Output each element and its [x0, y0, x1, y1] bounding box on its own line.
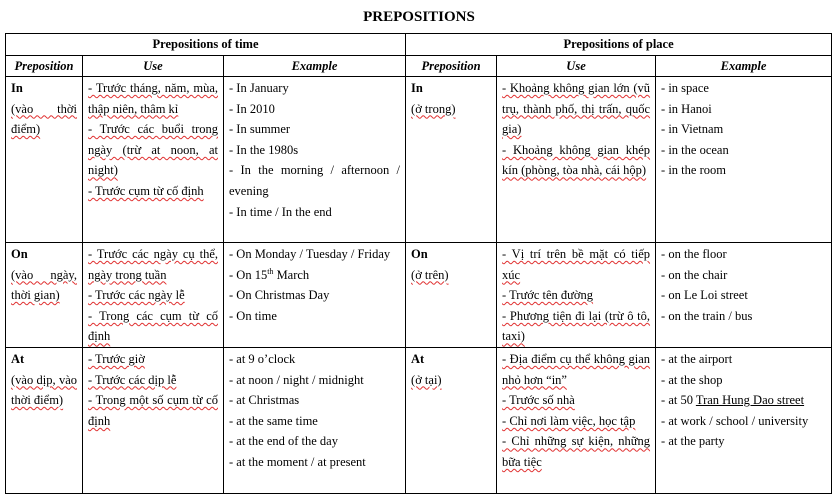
preposition-word: On: [411, 247, 428, 261]
list-item: - on Le Loi street: [661, 288, 748, 303]
list-item: - in the room: [661, 163, 726, 178]
prepositions-table: [5, 33, 832, 494]
preposition-word: At: [11, 351, 25, 366]
table-row: [6, 77, 832, 243]
month-text: March: [273, 267, 310, 282]
col-header-use: Use: [83, 56, 224, 77]
list-item: - at the same time: [229, 413, 318, 428]
cell-time-examples: [224, 347, 406, 493]
cell-place-examples: [656, 77, 832, 243]
list-item: - Địa điểm cụ thể không gian nhỏ hơn “in”: [502, 351, 651, 387]
preposition-word: In: [11, 81, 23, 95]
list-item: - In time / In the end: [229, 204, 332, 219]
cell-time-prep: [6, 243, 83, 348]
list-item: - Trong các cụm từ cố định: [88, 308, 218, 344]
street-link[interactable]: Tran Hung Dao street: [695, 393, 805, 408]
address-prefix: - at 50: [661, 393, 696, 408]
cell-place-use: [497, 347, 656, 493]
cell-place-prep: [406, 243, 497, 348]
table-row: [6, 243, 832, 348]
col-header-use: Use: [497, 56, 656, 77]
cell-time-prep: [6, 77, 83, 243]
list-item: [229, 265, 400, 286]
list-item: - In the morning / afternoon / evening: [229, 163, 401, 198]
list-item: - Chỉ nơi làm việc, học tập: [502, 413, 636, 428]
list-item: - Khoảng không gian lớn (vũ trụ, thành phố, thị trấn, quốc gia): [502, 81, 651, 137]
list-item: - in the ocean: [661, 142, 729, 157]
cell-time-use: [83, 243, 224, 348]
list-item: - in Vietnam: [661, 122, 724, 137]
cell-time-prep: [6, 347, 83, 493]
preposition-note: (vào ngày, thời gian): [11, 267, 77, 303]
list-item: - On Monday / Tuesday / Friday: [229, 247, 391, 261]
time-group-header: Prepositions of time: [6, 34, 406, 56]
column-header-row: [6, 56, 832, 77]
place-group-header: Prepositions of place: [406, 34, 832, 56]
cell-place-prep: [406, 347, 497, 493]
list-item: - Trước cụm từ cố định: [88, 183, 204, 198]
list-item: - On time: [229, 308, 277, 323]
col-header-example: Example: [656, 56, 832, 77]
cell-time-use: [83, 77, 224, 243]
list-item: - on the train / bus: [661, 308, 753, 323]
list-item: - at the party: [661, 434, 725, 449]
list-item: - In summer: [229, 122, 291, 137]
preposition-word: In: [411, 81, 423, 95]
list-item: - Trước các buổi trong ngày (trừ at noon, at night): [88, 122, 218, 178]
cell-time-use: [83, 347, 224, 493]
col-header-preposition: Preposition: [6, 56, 83, 77]
cell-place-use: [497, 77, 656, 243]
group-header-row: [6, 34, 832, 56]
list-item: - at 9 o’clock: [229, 351, 296, 366]
list-item: - at the airport: [661, 351, 733, 366]
list-item: - Trước các ngày cụ thể, ngày trong tuần: [88, 247, 218, 282]
list-item: - Khoảng không gian khép kín (phòng, tòa nhà, cái hộp): [502, 142, 651, 178]
list-item: - Trong một số cụm từ cố định: [88, 393, 218, 428]
list-item: - on the chair: [661, 267, 728, 282]
cell-place-prep: [406, 77, 497, 243]
cell-time-examples: [224, 77, 406, 243]
list-item: - at the shop: [661, 372, 723, 387]
cell-time-examples: [224, 243, 406, 348]
list-item: - on the floor: [661, 247, 727, 261]
preposition-word: On: [11, 247, 28, 261]
list-item: - Trước giờ: [88, 351, 145, 366]
preposition-note: (vào thời điểm): [11, 101, 77, 137]
list-item: - Chỉ những sự kiện, những bữa tiệc: [502, 434, 651, 469]
list-item: - Phương tiện đi lại (trừ ô tô, taxi): [502, 308, 651, 344]
list-item: - Trước số nhà: [502, 393, 575, 408]
list-item: - at the moment / at present: [229, 454, 366, 469]
list-item: - In the 1980s: [229, 142, 299, 157]
list-item: - in Hanoi: [661, 101, 712, 116]
list-item: - at the end of the day: [229, 434, 338, 449]
list-item: - Vị trí trên bề mặt có tiếp xúc: [502, 247, 651, 282]
list-item: - In 2010: [229, 101, 275, 116]
list-item: - Trước tháng, năm, mùa, thập niên, thâm kỉ: [88, 81, 218, 116]
cell-place-use: [497, 243, 656, 348]
cell-place-examples: [656, 243, 832, 348]
preposition-note: (ở trên): [411, 267, 449, 282]
list-item: - Trước tên đường: [502, 288, 594, 303]
ordinal-suffix: th: [267, 266, 274, 276]
list-item: - On Christmas Day: [229, 288, 330, 303]
date-text: - On 15: [229, 267, 268, 282]
preposition-note: (ở tại): [411, 372, 442, 387]
page-title: PREPOSITIONS: [363, 9, 475, 25]
list-item: - at work / school / university: [661, 413, 809, 428]
list-item: - in space: [661, 81, 709, 95]
list-item: - at noon / night / midnight: [229, 372, 364, 387]
list-item: - Trước các dịp lễ: [88, 372, 177, 387]
list-item: - Trước các ngày lễ: [88, 288, 185, 303]
list-item: - In January: [229, 81, 289, 95]
preposition-word: At: [411, 351, 425, 366]
col-header-example: Example: [224, 56, 406, 77]
preposition-note: (vào dịp, vào thời điểm): [11, 372, 77, 408]
list-item: - at Christmas: [229, 393, 300, 408]
list-item: [661, 390, 826, 411]
col-header-preposition: Preposition: [406, 56, 497, 77]
preposition-note: (ở trong): [411, 101, 456, 116]
cell-place-examples: [656, 347, 832, 493]
table-row: [6, 347, 832, 493]
